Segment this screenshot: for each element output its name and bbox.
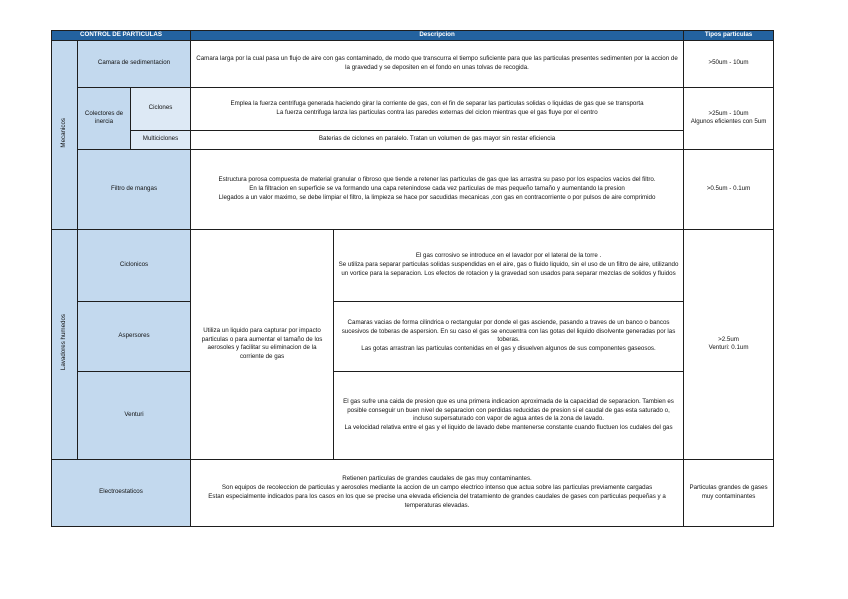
multiciclones-name: Multiciclones bbox=[131, 130, 191, 149]
particle-control-table bbox=[51, 30, 774, 527]
header-row bbox=[52, 31, 774, 41]
ciclones-desc-2: La fuerza centrifuga lanza las particulas contra las paredes externas del ciclon mientras que el gas fluye por el centro bbox=[276, 108, 598, 116]
ciclonicos-name: Ciclonicos bbox=[78, 229, 191, 301]
electro-desc-2: Son equipos de recoleccion de particulas y aerosoles mediante la accion de un campo electrico intenso que actua sobre las particulas previamente cargadas bbox=[221, 484, 653, 491]
colectores-name: Colectores de inercia bbox=[78, 87, 131, 149]
colectores-tipo bbox=[684, 87, 774, 149]
filtro-desc-1: Estructura porosa compuesta de material granular o fibroso que tiende a retener las particulas de gas que las arrastra su paso por los espacios vacios del filtro. bbox=[218, 176, 656, 183]
venturi-desc-1: El gas sufre una caida de presion que es una primera indicacion aproximada de la capacidad de separacion. Tambien es posible conseguir un buen nivel de separacion con perdidas reducidas de presion si el caudal de gas esta saturado o, incluso supersaturado con vapor de agua antes de la zona de lavado. bbox=[343, 397, 674, 423]
group-mecanicos-label: Mecanicos bbox=[60, 118, 67, 148]
row-ciclones bbox=[52, 87, 774, 130]
ciclonicos-desc-1: El gas corrosivo se introduce en el lavador por el lateral de la torre . bbox=[415, 252, 602, 259]
electro-desc-3: Estan especialmente indicados para los casos en los que se precise una elevada eficiencia del tratamiento de grandes caudales de gases con particulas pequeñas y a temperaturas elevadas. bbox=[208, 492, 666, 509]
lavadores-tipo-2: Venturi: 0.1um bbox=[708, 344, 749, 352]
ciclonicos-desc-2: Se utiliza para separar particulas solidas suspendidas en el aire, gas o fluido liquido, sin el uso de un filtro de aire, utilizando un vortice para la separacion. Los efectos de rotacion y la gravedad son usados para separar mezclas de solidos y fluidos bbox=[338, 260, 679, 277]
header-descripcion: Descripcion bbox=[191, 31, 684, 41]
header-control: CONTROL DE PARTICULAS bbox=[52, 31, 191, 41]
venturi-desc bbox=[334, 371, 684, 459]
aspersores-desc bbox=[334, 301, 684, 371]
row-multiciclones bbox=[52, 130, 774, 149]
group-lavadores-label: Lavadores humedos bbox=[60, 314, 67, 371]
group-lavadores bbox=[52, 229, 78, 459]
camara-desc: Camara larga por la cual pasa un flujo de aire con gas contaminado, de modo que transcurra el tiempo suficiente para que las particulas presentes sedimenten por la accion de la gravedad y se depositen en el fondo en unas tolvas de recogida. bbox=[191, 40, 684, 87]
row-aspersores bbox=[52, 301, 774, 371]
filtro-desc-2: En la filtracion en superficie se va formando una capa retenindose cada vez particulas de mas pequeño tamaño y aumentando la presion bbox=[249, 184, 625, 192]
aspersores-desc-2: Las gotas arrastran las particulas contenidas en el gas y disuelven algunos de sus componentes gaseosos. bbox=[361, 345, 656, 353]
venturi-name: Venturi bbox=[78, 371, 191, 459]
lavadores-tipo-1: >2.5um bbox=[718, 335, 739, 343]
filtro-tipo: >0.5um - 0.1um bbox=[684, 149, 774, 229]
camara-name: Camara de sedimentacion bbox=[78, 40, 191, 87]
filtro-desc-3: Llegados a un valor maximo, se debe limpiar el filtro, la limpieza se hace por sacudidas mecanicas ,con gas en contracorriente o por pulsos de aire comprimido bbox=[218, 193, 656, 201]
camara-tipo: >50um - 10um bbox=[684, 40, 774, 87]
ciclones-name: Ciclones bbox=[131, 87, 191, 130]
aspersores-desc-1: Camaras vacias de forma cilindrica o rectangular por donde el gas asciende, pasando a traves de un banco o bancos sucesivos de toberas de aspersion. En su caso el gas se encuentra con las gotas del liquido disolvente generadas por las toberas. bbox=[341, 318, 676, 344]
ciclonicos-desc bbox=[334, 229, 684, 301]
header-tipos: Tipos particulas bbox=[684, 31, 774, 41]
group-mecanicos bbox=[52, 40, 78, 229]
filtro-desc bbox=[191, 149, 684, 229]
row-ciclonicos bbox=[52, 229, 774, 301]
row-venturi bbox=[52, 371, 774, 459]
ciclones-desc-1: Emplea la fuerza centrifuga generada haciendo girar la corriente de gas, con el fin de separar las particulas solidas o liquidas de gas que se transporta bbox=[230, 100, 644, 107]
row-camara bbox=[52, 40, 774, 87]
filtro-name: Filtro de mangas bbox=[78, 149, 191, 229]
electro-tipo: Particulas grandes de gases muy contaminantes bbox=[684, 459, 774, 526]
multiciclones-desc: Baterias de ciclones en paralelo. Tratan un volumen de gas mayor sin restar eficiencia bbox=[191, 130, 684, 149]
colectores-tipo-1: >25um - 10um bbox=[708, 109, 749, 117]
aspersores-name: Aspersores bbox=[78, 301, 191, 371]
row-filtro bbox=[52, 149, 774, 229]
row-electro bbox=[52, 459, 774, 526]
electro-name: Electroestaticos bbox=[52, 459, 191, 526]
ciclones-desc bbox=[191, 87, 684, 130]
lavadores-tipo bbox=[684, 229, 774, 459]
electro-desc-1: Retienen particulas de grandes caudales de gas muy contaminantes. bbox=[342, 475, 532, 483]
venturi-desc-2: La velocidad relativa entre el gas y el liquido de lavado debe mantenerse constante cuando fluctuen los cudales del gas bbox=[344, 424, 673, 432]
electro-desc bbox=[191, 459, 684, 526]
lavadores-common-desc: Utiliza un liquido para capturar por impacto particulas o para aumentar el tamaño de los aerosoles y facilitar su eliminacion de la corriente de gas bbox=[191, 229, 334, 459]
colectores-tipo-2: Algunos eficientes con 5um bbox=[690, 118, 767, 126]
